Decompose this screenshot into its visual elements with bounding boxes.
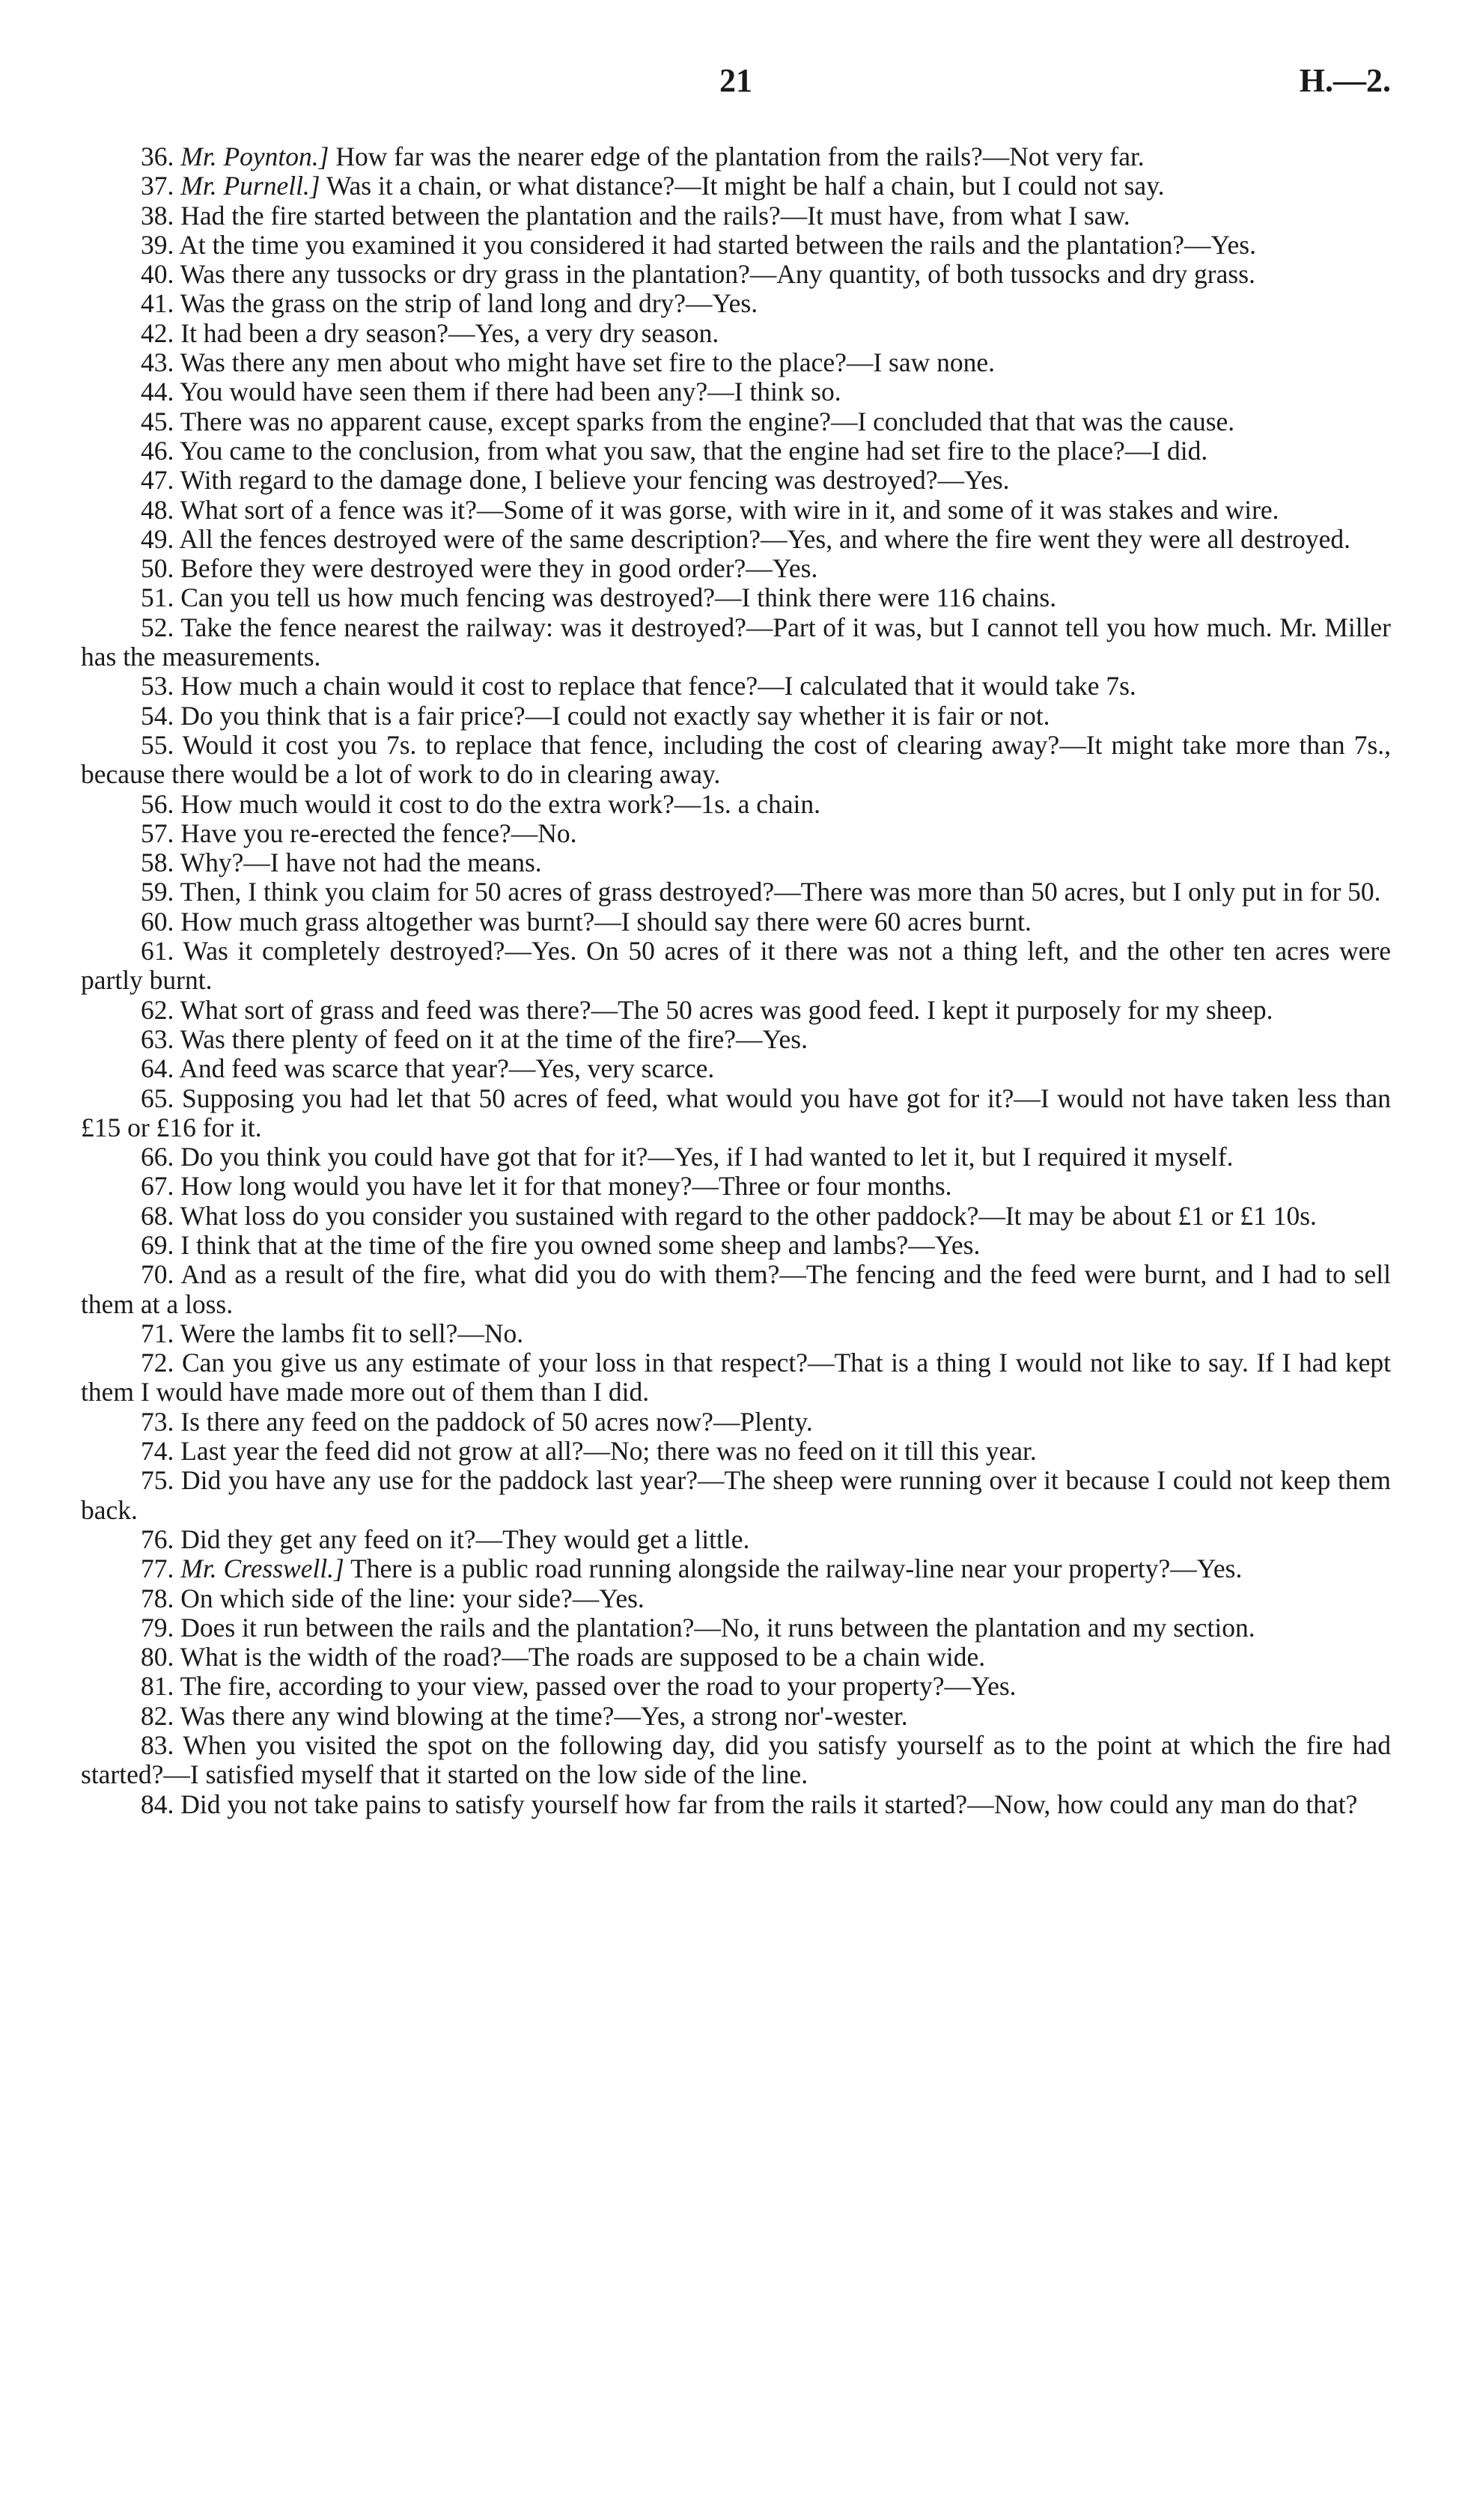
paragraph-text: Then, I think you claim for 50 acres of grass destroyed?—There was more than 50 acres, but I only put in for 50. [180, 877, 1381, 907]
testimony-paragraph [81, 1202, 1391, 1231]
testimony-paragraph [81, 1260, 1391, 1319]
paragraph-text: How long would you have let it for that money?—Three or four months. [180, 1171, 952, 1202]
paragraph-number: 71. [141, 1318, 174, 1348]
paragraph-text: How much grass altogether was burnt?—I should say there were 60 acres burnt. [180, 906, 1032, 937]
paragraph-text: What is the width of the road?—The roads are supposed to be a chain wide. [180, 1642, 986, 1673]
paragraph-number: 53. [141, 671, 174, 701]
paragraph-number: 42. [141, 317, 174, 348]
paragraph-text: Have you re-erected the fence?—No. [180, 818, 577, 848]
paragraph-text: With regard to the damage done, I believe your fencing was destroyed?—Yes. [180, 465, 1010, 496]
paragraph-number: 81. [141, 1671, 174, 1702]
testimony-paragraph [81, 701, 1391, 731]
paragraph-text: Did you not take pains to satisfy yourself how far from the rails it started?—Now, how could any man do that? [180, 1789, 1358, 1819]
paragraph-text: I think that at the time of the fire you owned some sheep and lambs?—Yes. [180, 1229, 981, 1260]
paragraph-text: Was the grass on the strip of land long and dry?—Yes. [180, 288, 758, 319]
paragraph-number: 36. [141, 141, 174, 171]
paragraph-text: Was there any men about who might have set fire to the place?—I saw none. [180, 347, 996, 378]
paragraph-number: 63. [141, 1023, 174, 1054]
paragraph-number: 61. [141, 936, 174, 967]
paragraph-number: 37. [141, 171, 174, 201]
testimony-paragraph [81, 877, 1391, 907]
speaker-name: Mr. Cresswell.] [180, 1553, 344, 1584]
document-reference: H.—2. [1299, 62, 1391, 99]
paragraph-text: Is there any feed on the paddock of 50 acres now?—Plenty. [180, 1406, 813, 1437]
testimony-paragraph [81, 1084, 1391, 1143]
paragraph-number: 59. [141, 877, 174, 907]
testimony-paragraph [81, 1790, 1391, 1819]
page-header [81, 61, 1391, 106]
paragraph-text: Why?—I have not had the means. [180, 847, 542, 878]
paragraph-number: 66. [141, 1142, 174, 1172]
paragraph-number: 62. [141, 994, 174, 1025]
paragraph-text: Before they were destroyed were they in good order?—Yes. [180, 553, 818, 584]
paragraph-number: 48. [141, 494, 174, 525]
testimony-paragraph [81, 1613, 1391, 1643]
paragraph-number: 83. [141, 1730, 174, 1761]
paragraph-number: 51. [141, 582, 174, 613]
testimony-paragraph [81, 201, 1391, 231]
paragraph-number: 58. [141, 847, 174, 878]
testimony-paragraph [81, 554, 1391, 583]
testimony-paragraph [81, 996, 1391, 1025]
paragraph-text: Did they get any feed on it?—They would get a little. [180, 1524, 750, 1554]
paragraph-text: There is a public road running alongside the railway-line near your property?—Yes. [344, 1553, 1243, 1584]
paragraph-number: 82. [141, 1700, 174, 1731]
testimony-paragraph [81, 613, 1391, 672]
paragraph-number: 55. [141, 729, 174, 760]
testimony-paragraph [81, 1319, 1391, 1348]
paragraph-text: Take the fence nearest the railway: was it destroyed?—Part of it was, but I cannot tell you how much. Mr. Miller has the measurements. [81, 612, 1391, 672]
testimony-paragraph [81, 907, 1391, 937]
paragraph-number: 74. [141, 1436, 174, 1467]
testimony-paragraph [81, 436, 1391, 466]
testimony-paragraph [81, 672, 1391, 701]
paragraph-text: On which side of the line: your side?—Yes. [180, 1583, 645, 1613]
paragraph-number: 77. [141, 1553, 174, 1584]
paragraph-text: Had the fire started between the plantation and the rails?—It must have, from what I saw. [180, 200, 1130, 231]
testimony-paragraph [81, 1672, 1391, 1701]
paragraph-number: 80. [141, 1642, 174, 1673]
paragraph-text: Would it cost you 7s. to replace that fence, including the cost of clearing away?—It might take more than 7s., because there would be a lot of work to do in clearing away. [81, 729, 1392, 790]
testimony-paragraph [81, 231, 1391, 260]
testimony-paragraph [81, 1054, 1391, 1083]
testimony-paragraph [81, 496, 1391, 525]
testimony-paragraph [81, 731, 1391, 790]
paragraph-text: What sort of a fence was it?—Some of it was gorse, with wire in it, and some of it was stakes and wire. [180, 494, 1279, 525]
paragraph-text: You would have seen them if there had been any?—I think so. [179, 377, 841, 407]
page-number: 21 [719, 62, 752, 99]
testimony-paragraph [81, 1231, 1391, 1260]
testimony-paragraph [81, 848, 1391, 877]
paragraph-number: 79. [141, 1612, 174, 1643]
paragraph-number: 64. [141, 1053, 174, 1084]
paragraph-number: 44. [141, 377, 174, 407]
paragraph-number: 50. [141, 553, 174, 584]
paragraph-number: 69. [141, 1229, 174, 1260]
paragraph-text: Was it completely destroyed?—Yes. On 50 acres of it there was not a thing left, and the other ten acres were partly burnt. [81, 936, 1392, 996]
testimony-paragraph [81, 937, 1391, 996]
paragraph-text: At the time you examined it you considered it had started between the rails and the plantation?—Yes. [179, 229, 1257, 260]
testimony-paragraph [81, 1554, 1391, 1583]
paragraph-number: 65. [141, 1083, 174, 1113]
testimony-paragraph [81, 1348, 1391, 1407]
paragraph-text: It had been a dry season?—Yes, a very dry season. [180, 317, 719, 348]
testimony-paragraph [81, 171, 1391, 201]
paragraph-number: 60. [141, 906, 174, 937]
testimony-paragraph [81, 790, 1391, 819]
testimony-paragraph [81, 583, 1391, 612]
paragraph-text: What sort of grass and feed was there?—The 50 acres was good feed. I kept it purposely for my sheep. [180, 994, 1273, 1025]
testimony-paragraph [81, 1025, 1391, 1054]
paragraph-number: 67. [141, 1171, 174, 1202]
paragraph-number: 84. [141, 1789, 174, 1819]
testimony-paragraph [81, 1702, 1391, 1731]
paragraph-text: You came to the conclusion, from what you saw, that the engine had set fire to the place?—I did. [179, 435, 1208, 466]
paragraph-number: 68. [141, 1200, 174, 1231]
speaker-name: Mr. Poynton.] [180, 141, 329, 171]
paragraph-number: 49. [141, 523, 174, 554]
paragraph-number: 39. [141, 229, 174, 260]
paragraph-number: 70. [141, 1259, 174, 1290]
paragraph-number: 73. [141, 1406, 174, 1437]
paragraph-text: Do you think you could have got that for it?—Yes, if I had wanted to let it, but I required it myself. [180, 1142, 1234, 1172]
paragraph-text: How much a chain would it cost to replace that fence?—I calculated that it would take 7s. [180, 671, 1136, 701]
paragraph-number: 47. [141, 465, 174, 496]
testimony-paragraph [81, 1142, 1391, 1172]
paragraph-text: Supposing you had let that 50 acres of feed, what would you have got for it?—I would not have taken less than £15 or £16 for it. [81, 1083, 1391, 1142]
testimony-paragraph [81, 319, 1391, 348]
paragraph-text: Were the lambs fit to sell?—No. [180, 1318, 524, 1348]
paragraph-text: And feed was scarce that year?—Yes, very scarce. [179, 1053, 715, 1084]
paragraph-text: What loss do you consider you sustained with regard to the other paddock?—It may be about £1 or £1 10s. [180, 1200, 1317, 1231]
testimony-body [81, 142, 1391, 1819]
paragraph-number: 76. [141, 1524, 174, 1554]
paragraph-number: 56. [141, 788, 174, 819]
paragraph-text: Did you have any use for the paddock last year?—The sheep were running over it because I could not keep them back. [81, 1465, 1391, 1525]
paragraph-text: Do you think that is a fair price?—I could not exactly say whether it is fair or not. [180, 700, 1050, 731]
testimony-paragraph [81, 1584, 1391, 1613]
paragraph-text: The fire, according to your view, passed over the road to your property?—Yes. [180, 1671, 1017, 1702]
paragraph-text: Was there any tussocks or dry grass in the plantation?—Any quantity, of both tussocks and dry grass. [180, 259, 1255, 290]
paragraph-text: Was there any wind blowing at the time?—Yes, a strong nor'-wester. [180, 1700, 908, 1731]
paragraph-text: All the fences destroyed were of the same description?—Yes, and where the fire went they were all destroyed. [179, 523, 1351, 554]
testimony-paragraph [81, 1172, 1391, 1201]
testimony-paragraph [81, 1466, 1391, 1525]
testimony-paragraph [81, 1407, 1391, 1437]
testimony-paragraph [81, 1643, 1391, 1672]
paragraph-number: 78. [141, 1583, 174, 1613]
paragraph-text: Does it run between the rails and the plantation?—No, it runs between the plantation and my section. [180, 1612, 1255, 1643]
paragraph-text: Was there plenty of feed on it at the time of the fire?—Yes. [180, 1023, 808, 1054]
paragraph-text: There was no apparent cause, except sparks from the engine?—I concluded that that was the cause. [180, 406, 1235, 436]
paragraph-number: 43. [141, 347, 174, 378]
paragraph-number: 75. [141, 1465, 174, 1496]
paragraph-number: 52. [141, 612, 174, 642]
testimony-paragraph [81, 466, 1391, 495]
paragraph-text: Can you tell us how much fencing was destroyed?—I think there were 116 chains. [180, 582, 1057, 613]
testimony-paragraph [81, 407, 1391, 436]
testimony-paragraph [81, 1731, 1391, 1790]
testimony-paragraph [81, 142, 1391, 171]
testimony-paragraph [81, 525, 1391, 554]
paragraph-number: 72. [141, 1348, 174, 1378]
paragraph-number: 40. [141, 259, 174, 290]
paragraph-number: 38. [141, 200, 174, 231]
speaker-name: Mr. Purnell.] [180, 171, 320, 201]
paragraph-number: 57. [141, 818, 174, 848]
paragraph-text: Last year the feed did not grow at all?—No; there was no feed on it till this year. [180, 1436, 1037, 1467]
paragraph-number: 46. [141, 435, 174, 466]
testimony-paragraph [81, 1525, 1391, 1554]
paragraph-text: Was it a chain, or what distance?—It might be half a chain, but I could not say. [320, 171, 1165, 201]
paragraph-text: When you visited the spot on the following day, did you satisfy yourself as to the point at which the fire had started?—I satisfied myself that it started on the low side of the line. [81, 1730, 1392, 1790]
testimony-paragraph [81, 348, 1391, 377]
paragraph-number: 54. [141, 700, 174, 731]
paragraph-text: Can you give us any estimate of your loss in that respect?—That is a thing I would not like to say. If I had kept them I would have made more out of them than I did. [81, 1348, 1392, 1407]
testimony-paragraph [81, 377, 1391, 407]
paragraph-text: And as a result of the fire, what did you do with them?—The fencing and the feed were burnt, and I had to sell them at a loss. [81, 1259, 1392, 1319]
paragraph-number: 45. [141, 406, 174, 436]
testimony-paragraph [81, 289, 1391, 318]
testimony-paragraph [81, 819, 1391, 848]
paragraph-number: 41. [141, 288, 174, 319]
testimony-paragraph [81, 260, 1391, 289]
paragraph-text: How far was the nearer edge of the plantation from the rails?—Not very far. [329, 141, 1145, 171]
testimony-paragraph [81, 1437, 1391, 1466]
paragraph-text: How much would it cost to do the extra work?—1s. a chain. [180, 788, 821, 819]
